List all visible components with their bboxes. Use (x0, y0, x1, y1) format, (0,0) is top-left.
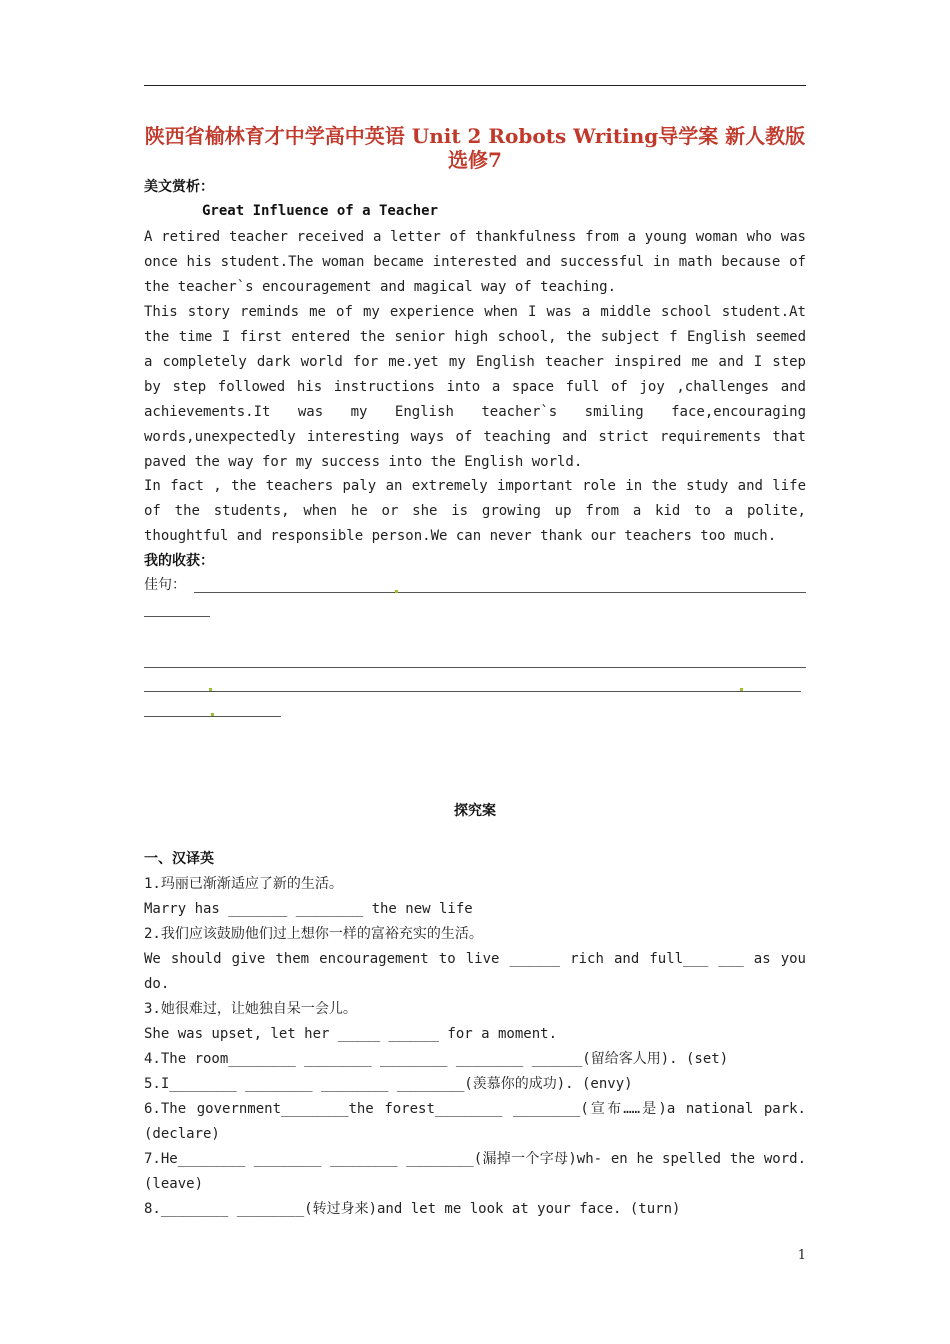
exercise-en: We should give them encouragement to live ______ rich and full___ ___ as you do. (144, 951, 806, 992)
exercise-cn: 3.她很难过，让她独自呆一会儿。 (144, 1001, 357, 1017)
page-title: 陕西省榆林育才中学高中英语 Unit 2 Robots Writing导学案 新人教版选修7 (144, 124, 806, 172)
exercise-en: Marry has _______ ________ the new life (144, 901, 473, 917)
answer-line[interactable] (144, 691, 801, 692)
exercise-cn: 1.玛丽已渐渐适应了新的生活。 (144, 876, 343, 892)
stray-mark (209, 688, 212, 691)
essay-paragraph-1: A retired teacher received a letter of thankfulness from a young woman who was once his student.The woman became interested and successful in math because of the teacher`s encouragement and magical way of teaching. (144, 229, 806, 295)
stray-mark (740, 688, 743, 691)
exercise-item: 4.The room________ ________ ________ ________ ______(留给客人用). (set) (144, 1051, 729, 1067)
exercise-item: 7.He________ ________ ________ ________(漏掉一个字母)wh- en he spelled the word.(leave) (144, 1151, 806, 1192)
exercise-cn: 2.我们应该鼓励他们过上想你一样的富裕充实的生活。 (144, 926, 483, 942)
exercise-en: She was upset, let her _____ ______ for a moment. (144, 1026, 558, 1042)
stray-mark (395, 590, 398, 593)
translation-section-label: 一、汉译英 (144, 851, 214, 867)
stray-mark (211, 713, 214, 716)
essay-title: Great Influence of a Teacher (202, 203, 439, 219)
page-number: 1 (797, 1248, 806, 1263)
gains-label: 我的收获： (144, 553, 214, 569)
answer-line[interactable] (144, 667, 806, 668)
good-sentence-label: 佳句： (144, 577, 186, 593)
exercise-item: 8.________ ________(转过身来)and let me look at your face. (turn) (144, 1201, 681, 1217)
answer-line[interactable] (144, 716, 281, 717)
essay-paragraph-3: In fact , the teachers paly an extremely important role in the study and life of the students, when he or she is growing up from a kid to a polite, thoughtful and responsible person.We can never thank our teachers too much. (144, 478, 806, 544)
appreciation-label: 美文赏析： (144, 179, 214, 195)
answer-line[interactable] (144, 616, 210, 617)
inquiry-heading: 探究案 (454, 803, 496, 819)
exercise-item: 5.I________ ________ ________ ________(羡慕你的成功). (envy) (144, 1076, 633, 1092)
answer-line[interactable] (194, 592, 806, 593)
top-rule (144, 85, 806, 86)
exercise-item: 6.The government________the forest________ ________(宣布……是)a national park.(declare) (144, 1101, 806, 1142)
essay-paragraph-2: This story reminds me of my experience when I was a middle school student.At the time I first entered the senior high school, the subject f English seemed a completely dark world for me.yet my English teacher inspired me and I step by step followed his instructions into a space full of joy ,challenges and achievements.It was my English teacher`s smiling face,encouraging words,unexpectedly interesting ways of teaching and strict requirements that paved the way for my success into the English world. (144, 304, 806, 470)
